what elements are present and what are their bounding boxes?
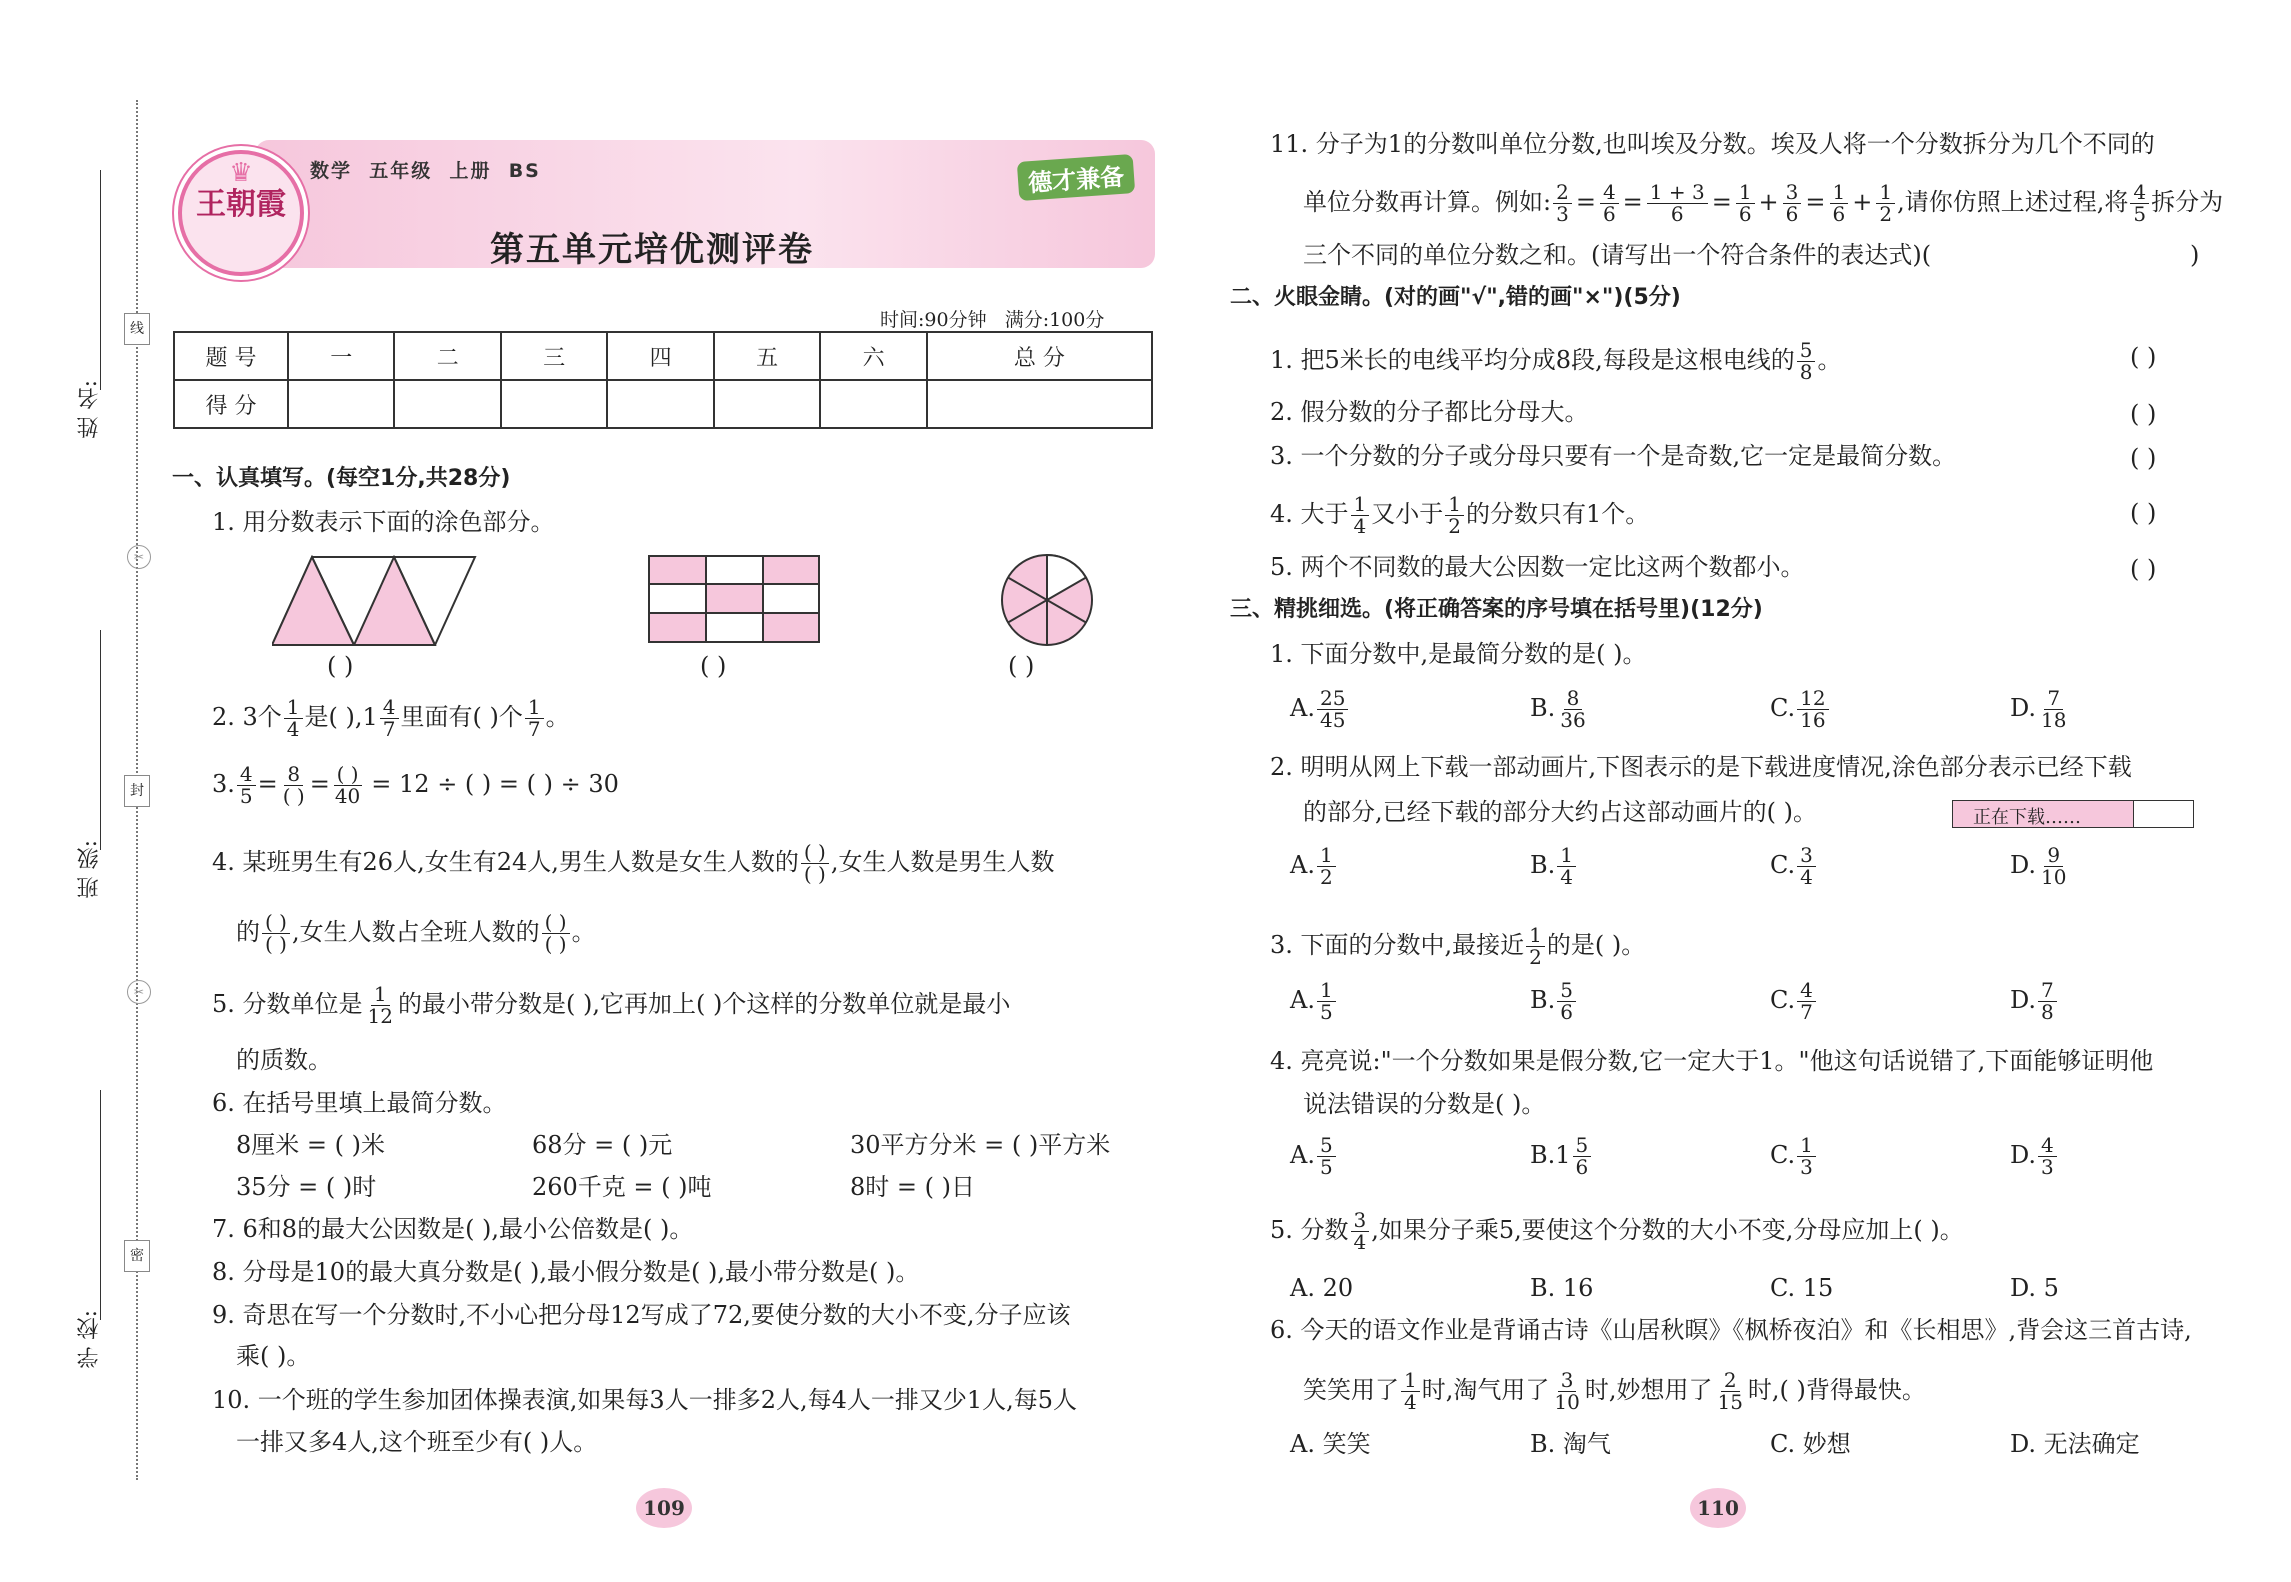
option-letter: C.	[1770, 986, 1796, 1014]
fraction-blank[interactable]: $\frac{( )}{( )}$	[542, 912, 570, 955]
text: 5. 分数单位是	[212, 990, 363, 1018]
conversion-item: 30平方分米 = ( )平方米	[850, 1131, 1111, 1159]
score-table-cell: 五	[714, 332, 820, 380]
conversion-item: 8时 = ( )日	[850, 1173, 975, 1201]
option-letter: B.	[1530, 694, 1556, 722]
choice-option[interactable]	[1290, 1135, 1338, 1178]
choice-option[interactable]	[2010, 980, 2059, 1023]
fraction: $\frac{5}{6}$	[1573, 1135, 1592, 1178]
choice-option[interactable]	[1770, 688, 1831, 731]
section-2-heading: 二、火眼金睛。(对的画"√",错的画"×")(5分)	[1230, 285, 1681, 310]
conversion-item: 8厘米 = ( )米	[236, 1131, 385, 1159]
text: 拆分为	[2151, 188, 2224, 216]
choice-option[interactable]	[1770, 1135, 1818, 1178]
fraction: $\frac{1}{6}$	[1830, 182, 1849, 225]
fraction: $\frac{1}{12}$	[367, 982, 393, 1028]
judge-answer-blank[interactable]: ( )	[2130, 343, 2157, 371]
text: 又小于	[1371, 500, 1444, 528]
fraction: $\frac{1}{2}$	[1445, 494, 1464, 537]
text: 单位分数再计算。例如:	[1303, 188, 1552, 216]
choice-option[interactable]: B. 淘气	[1530, 1430, 1611, 1458]
class-field-line[interactable]	[100, 630, 101, 850]
choice-option[interactable]	[2010, 845, 2071, 888]
fraction: $\frac{3}{10}$	[1554, 1368, 1580, 1414]
option-letter: A.	[1290, 1141, 1315, 1169]
option-letter: C.	[1770, 694, 1796, 722]
download-progress-bar	[1952, 800, 2194, 828]
text: 2. 3个	[212, 703, 282, 731]
fraction: $\frac{4}{7}$	[1797, 980, 1816, 1023]
question-11-line-3: 三个不同的单位分数之和。(请写出一个符合条件的表达式)(	[1303, 241, 1932, 269]
text: 。	[571, 918, 596, 946]
score-table-cell: 一	[288, 332, 394, 380]
score-table-cell: 得 分	[174, 380, 288, 428]
choice-question-3	[1270, 925, 1645, 968]
badge-label: 德才兼备	[1017, 154, 1135, 201]
page-title: 第五单元培优测评卷	[490, 230, 814, 270]
choice-option[interactable]: B. 16	[1530, 1274, 1594, 1302]
question-4-line-1	[212, 842, 1054, 885]
fraction: $\frac{4}{7}$	[380, 697, 399, 740]
text: 时,( )背得最快。	[1747, 1376, 1926, 1404]
operator: =	[1622, 188, 1643, 216]
choice-option[interactable]	[1530, 845, 1578, 888]
option-letter: A.	[1290, 694, 1315, 722]
logo-badge	[178, 150, 304, 276]
fraction: $\frac{2}{15}$	[1717, 1368, 1743, 1414]
fraction: $\frac{5}{5}$	[1317, 1135, 1336, 1178]
question-2	[212, 697, 570, 740]
judge-question-5: 5. 两个不同数的最大公因数一定比这两个数都小。	[1270, 553, 1805, 581]
fraction-blank[interactable]: $\frac{( )}{( )}$	[801, 842, 829, 885]
fraction: $\frac{25}{45}$	[1317, 688, 1348, 731]
text: =	[257, 770, 278, 798]
course-meta: 数学 五年级 上册 BS	[310, 160, 541, 182]
judge-answer-blank[interactable]: ( )	[2130, 555, 2157, 583]
option-letter: B.	[1530, 851, 1556, 879]
text: 时,淘气用了	[1421, 1376, 1550, 1404]
seal-label-feng: 封	[124, 775, 150, 807]
text: 的	[236, 918, 260, 946]
fraction: $\frac{4}{3}$	[2038, 1135, 2057, 1178]
fraction: $\frac{4}{6}$	[1600, 182, 1619, 225]
fraction-blank[interactable]: $\frac{( )}{( )}$	[262, 912, 290, 955]
operator: +	[1852, 188, 1873, 216]
text: 里面有( )个	[400, 703, 523, 731]
text: =	[309, 770, 330, 798]
option-letter: A.	[1290, 851, 1315, 879]
choice-option[interactable]	[1770, 845, 1818, 888]
fraction: $\frac{1}{2}$	[1317, 845, 1336, 888]
judge-answer-blank[interactable]: ( )	[2130, 499, 2157, 527]
score-input-cell[interactable]	[820, 380, 926, 428]
parallelogram-figure	[272, 555, 477, 647]
choice-question-4-line-1: 4. 亮亮说:"一个分数如果是假分数,它一定大于1。"他这句话说错了,下面能够证明他	[1270, 1047, 2154, 1075]
choice-option[interactable]: D. 5	[2010, 1274, 2059, 1302]
choice-option[interactable]: A. 笑笑	[1290, 1430, 1371, 1458]
text: 笑笑用了	[1303, 1376, 1399, 1404]
download-progress-text: 正在下载……	[1973, 807, 2081, 828]
judge-question-1	[1270, 340, 1841, 383]
option-letter: C.	[1770, 1141, 1796, 1169]
fraction: $\frac{2}{3}$	[1553, 182, 1572, 225]
choice-option[interactable]	[2010, 688, 2071, 731]
score-input-cell[interactable]	[927, 380, 1152, 428]
question-6: 6. 在括号里填上最简分数。	[212, 1089, 507, 1117]
score-table-cell: 题 号	[174, 332, 288, 380]
name-field-line[interactable]	[100, 170, 101, 390]
text: 3.	[212, 770, 235, 798]
option-letter: C.	[1770, 851, 1796, 879]
option-letter: D.	[2010, 694, 2037, 722]
score-table-cell: 总 分	[927, 332, 1152, 380]
scissors-icon: ✂	[127, 545, 151, 569]
judge-question-4	[1270, 494, 1649, 537]
score-table-cell: 四	[607, 332, 713, 380]
question-5-line-1	[212, 984, 1010, 1027]
conversion-item: 260千克 = ( )吨	[532, 1173, 712, 1201]
fraction: $\frac{4}{5}$	[2130, 182, 2149, 225]
fraction: $\frac{1}{3}$	[1797, 1135, 1816, 1178]
fraction: $\frac{1}{4}$	[1351, 494, 1370, 537]
choice-option[interactable]	[1290, 980, 1338, 1023]
text: 3. 下面的分数中,最接近	[1270, 931, 1525, 959]
text: 的最小带分数是( ),它再加上( )个这样的分数单位就是最小	[397, 990, 1011, 1018]
fraction: $\frac{8}{36}$	[1560, 686, 1586, 732]
score-input-cell[interactable]	[501, 380, 607, 428]
fraction: $\frac{1}{2}$	[1526, 925, 1545, 968]
text: 的是( )。	[1546, 931, 1646, 959]
whole-number: 1	[1555, 1141, 1571, 1169]
operator: =	[1575, 188, 1596, 216]
text: 时,妙想用了	[1584, 1376, 1713, 1404]
fraction: $\frac{1}{7}$	[525, 697, 544, 740]
operator: +	[1758, 188, 1779, 216]
option-letter: D.	[2010, 851, 2037, 879]
judge-question-3: 3. 一个分数的分子或分母只要有一个是奇数,它一定是最简分数。	[1270, 442, 1957, 470]
operator: =	[1805, 188, 1826, 216]
choice-question-6-line-1: 6. 今天的语文作业是背诵古诗《山居秋暝》《枫桥夜泊》和《长相思》,背会这三首古诗,	[1270, 1316, 2192, 1344]
option-letter: B.	[1530, 986, 1556, 1014]
score-table	[173, 331, 1153, 429]
question-7: 7. 6和8的最大公因数是( ),最小公倍数是( )。	[212, 1215, 694, 1243]
question-11-line-1: 11. 分子为1的分数叫单位分数,也叫埃及分数。埃及人将一个分数拆分为几个不同的	[1270, 130, 2155, 158]
text: ,女生人数是男生人数	[830, 848, 1055, 876]
page-number-left: 109	[636, 1488, 692, 1528]
question-10-line-2: 一排又多4人,这个班至少有( )人。	[236, 1428, 598, 1456]
choice-option[interactable]	[2010, 1135, 2059, 1178]
text: ,如果分子乘5,要使这个分数的大小不变,分母应加上( )。	[1371, 1216, 1964, 1244]
section-3-heading: 三、精挑细选。(将正确答案的序号填在括号里)(12分)	[1230, 597, 1763, 622]
fraction: $\frac{3}{4}$	[1797, 845, 1816, 888]
fraction: $\frac{3}{4}$	[1351, 1210, 1370, 1253]
text: ,请你仿照上述过程,将	[1897, 188, 2129, 216]
fraction[interactable]: $\frac{8}{( )}$	[282, 762, 305, 808]
text: 4. 某班男生有26人,女生有24人,男生人数是女生人数的	[212, 848, 799, 876]
class-field-label: 班 级:	[77, 840, 102, 899]
judge-answer-blank[interactable]: ( )	[2130, 400, 2157, 428]
question-8: 8. 分母是10的最大真分数是( ),最小假分数是( ),最小带分数是( )。	[212, 1258, 920, 1286]
fraction: $\frac{1}{5}$	[1317, 980, 1336, 1023]
question-4-line-2	[236, 912, 596, 955]
choice-question-6-line-2	[1303, 1370, 1926, 1413]
fraction: $\frac{7}{8}$	[2038, 980, 2057, 1023]
score-input-cell[interactable]	[288, 380, 394, 428]
choice-option[interactable]: A. 20	[1290, 1274, 1354, 1302]
score-input-cell[interactable]	[394, 380, 500, 428]
score-table-cell: 六	[820, 332, 926, 380]
text: = 12 ÷ ( ) = ( ) ÷ 30	[371, 770, 619, 798]
text: 4. 大于	[1270, 500, 1349, 528]
option-letter: B.	[1530, 1141, 1556, 1169]
question-9-line-2: 乘( )。	[236, 1342, 311, 1370]
judge-question-2: 2. 假分数的分子都比分母大。	[1270, 398, 1589, 426]
example-equation	[1551, 180, 1897, 226]
judge-answer-blank[interactable]: ( )	[2130, 444, 2157, 472]
choice-option[interactable]	[1530, 1135, 1593, 1178]
option-letter: A.	[1290, 986, 1315, 1014]
fraction: $\frac{1 + 3}{6}$	[1647, 182, 1708, 225]
fraction: $\frac{3}{6}$	[1783, 182, 1802, 225]
conversion-item: 68分 = ( )元	[532, 1131, 673, 1159]
score-table-cell: 三	[501, 332, 607, 380]
fraction[interactable]: $\frac{( )}{40}$	[334, 762, 361, 808]
choice-option[interactable]	[1290, 845, 1338, 888]
text: ,女生人数占全班人数的	[291, 918, 540, 946]
seal-label-mi: 密	[124, 1240, 150, 1272]
fraction: $\frac{5}{8}$	[1797, 340, 1816, 383]
score-input-cell[interactable]	[714, 380, 820, 428]
fraction: $\frac{9}{10}$	[2041, 843, 2067, 889]
option-letter: D.	[2010, 986, 2037, 1014]
choice-question-2-line-1: 2. 明明从网上下载一部动画片,下图表示的是下载进度情况,涂色部分表示已经下载	[1270, 753, 2132, 781]
fraction: $\frac{4}{5}$	[237, 764, 256, 807]
choice-option[interactable]	[1290, 688, 1350, 731]
grid-rectangle-figure	[648, 555, 820, 643]
answer-blank[interactable]: )	[2190, 241, 2200, 269]
choice-option[interactable]	[1530, 688, 1591, 731]
text: 1. 把5米长的电线平均分成8段,每段是这根电线的	[1270, 346, 1795, 374]
text: 5. 分数	[1270, 1216, 1349, 1244]
choice-option[interactable]: D. 无法确定	[2010, 1430, 2140, 1458]
time-info: 时间:90分钟 满分:100分	[880, 309, 1105, 331]
choice-question-5	[1270, 1210, 1964, 1253]
crown-icon: ♛	[229, 158, 253, 188]
choice-question-4-line-2: 说法错误的分数是( )。	[1303, 1090, 1546, 1118]
score-table-score-row	[174, 380, 1152, 428]
question-9-line-1: 9. 奇思在写一个分数时,不小心把分母12写成了72,要使分数的大小不变,分子应该	[212, 1301, 1071, 1329]
logo-text: 王朝霞	[196, 187, 286, 222]
answer-blank[interactable]: ( )	[700, 652, 727, 680]
text: 。	[545, 703, 570, 731]
question-3	[212, 764, 619, 807]
answer-blank[interactable]: ( )	[327, 652, 354, 680]
question-10-line-1: 10. 一个班的学生参加团体操表演,如果每3人一排多2人,每4人一排又少1人,每5人	[212, 1386, 1078, 1414]
option-letter: D.	[2010, 1141, 2037, 1169]
choice-question-1: 1. 下面分数中,是最简分数的是( )。	[1270, 640, 1647, 668]
choice-option[interactable]	[1530, 980, 1578, 1023]
score-table-cell: 二	[394, 332, 500, 380]
question-5-line-2: 的质数。	[236, 1046, 332, 1074]
fraction: $\frac{1}{4}$	[284, 697, 303, 740]
page-number-right: 110	[1690, 1488, 1746, 1528]
operator: =	[1711, 188, 1732, 216]
text: 的分数只有1个。	[1466, 500, 1650, 528]
fraction: $\frac{12}{16}$	[1797, 688, 1828, 731]
text: 。	[1817, 346, 1842, 374]
scissors-icon: ✂	[127, 980, 151, 1004]
fraction: $\frac{1}{4}$	[1557, 845, 1576, 888]
fraction: $\frac{1}{4}$	[1401, 1370, 1420, 1413]
question-11-line-2	[1303, 182, 2223, 225]
text: 是( ),1	[304, 703, 378, 731]
choice-option[interactable]	[1770, 980, 1818, 1023]
school-field-line[interactable]	[100, 1090, 101, 1320]
circle-figure	[1000, 553, 1094, 647]
school-field-label: 学 校:	[77, 1310, 102, 1369]
fraction: $\frac{1}{6}$	[1736, 182, 1755, 225]
question-1: 1. 用分数表示下面的涂色部分。	[212, 508, 555, 536]
seal-label-xian: 线	[124, 313, 150, 345]
score-table-header-row	[174, 332, 1152, 380]
name-field-label: 姓 名:	[77, 380, 102, 439]
fraction: $\frac{5}{6}$	[1557, 980, 1576, 1023]
conversion-item: 35分 = ( )时	[236, 1173, 377, 1201]
fraction: $\frac{1}{2}$	[1876, 182, 1895, 225]
choice-option[interactable]: C. 妙想	[1770, 1430, 1851, 1458]
choice-option[interactable]: C. 15	[1770, 1274, 1834, 1302]
fraction: $\frac{7}{18}$	[2041, 686, 2067, 732]
section-1-heading: 一、认真填写。(每空1分,共28分)	[172, 466, 511, 491]
choice-question-2-line-2: 的部分,已经下载的部分大约占这部动画片的( )。	[1303, 798, 1817, 826]
score-input-cell[interactable]	[607, 380, 713, 428]
answer-blank[interactable]: ( )	[1008, 652, 1035, 680]
